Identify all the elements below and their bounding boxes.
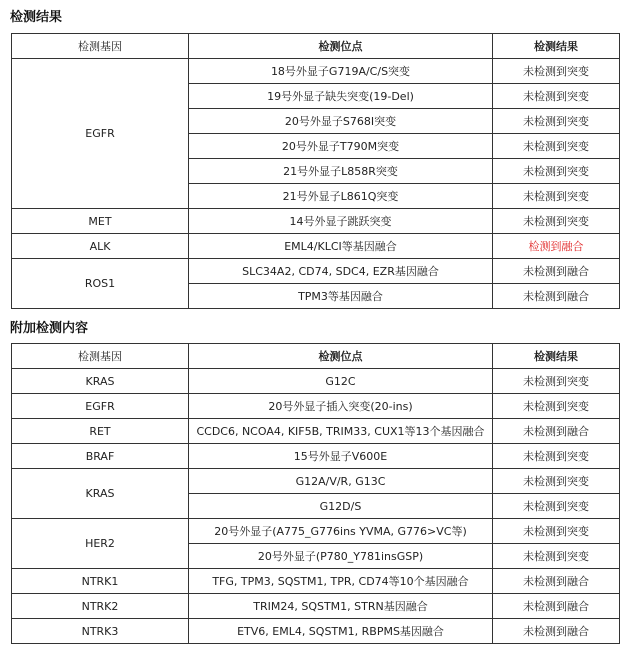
site-cell: 20号外显子T790M突变 (189, 134, 493, 159)
result-cell: 未检测到突变 (493, 544, 620, 569)
site-cell: 15号外显子V600E (189, 444, 493, 469)
result-cell: 未检测到融合 (493, 284, 620, 309)
result-cell: 未检测到突变 (493, 59, 620, 84)
gene-cell: ROS1 (12, 259, 189, 309)
gene-cell: NTRK2 (12, 594, 189, 619)
site-cell: ETV6, EML4, SQSTM1, RBPMS基因融合 (189, 619, 493, 644)
section2-title: 附加检测内容 (10, 321, 89, 336)
result-cell: 未检测到突变 (493, 444, 620, 469)
result-cell: 未检测到突变 (493, 184, 620, 209)
site-cell: TRIM24, SQSTM1, STRN基因融合 (189, 594, 493, 619)
result-cell: 未检测到突变 (493, 209, 620, 234)
table-row (12, 619, 620, 644)
gene-cell: KRAS (12, 369, 189, 394)
result-cell: 未检测到融合 (493, 419, 620, 444)
header-result: 检测结果 (493, 34, 620, 59)
site-cell: TFG, TPM3, SQSTM1, TPR, CD74等10个基因融合 (189, 569, 493, 594)
result-cell: 未检测到突变 (493, 519, 620, 544)
result-cell: 未检测到突变 (493, 494, 620, 519)
result-cell: 未检测到突变 (493, 394, 620, 419)
site-cell: TPM3等基因融合 (189, 284, 493, 309)
result-cell: 未检测到突变 (493, 369, 620, 394)
site-cell: EML4/KLCI等基因融合 (189, 234, 493, 259)
site-cell: G12D/S (189, 494, 493, 519)
result-cell: 未检测到融合 (493, 594, 620, 619)
result-cell-detected: 检测到融合 (493, 234, 620, 259)
site-cell: 21号外显子L861Q突变 (189, 184, 493, 209)
site-cell: 19号外显子缺失突变(19-Del) (189, 84, 493, 109)
result-cell: 未检测到突变 (493, 109, 620, 134)
gene-cell: HER2 (12, 519, 189, 569)
table-row (12, 419, 620, 444)
table-row (12, 469, 620, 494)
table-row (12, 444, 620, 469)
table-row (12, 259, 620, 284)
site-cell: 21号外显子L858R突变 (189, 159, 493, 184)
result-cell: 未检测到突变 (493, 84, 620, 109)
site-cell: CCDC6, NCOA4, KIF5B, TRIM33, CUX1等13个基因融合 (189, 419, 493, 444)
gene-cell: ALK (12, 234, 189, 259)
table-row (12, 519, 620, 544)
site-cell: 20号外显子S768I突变 (189, 109, 493, 134)
result-cell: 未检测到融合 (493, 569, 620, 594)
site-cell: 18号外显子G719A/C/S突变 (189, 59, 493, 84)
table-row (12, 234, 620, 259)
table-row (12, 369, 620, 394)
gene-cell: KRAS (12, 469, 189, 519)
header-gene: 检测基因 (12, 344, 189, 369)
table-row (12, 59, 620, 84)
header-site: 检测位点 (189, 34, 493, 59)
result-cell: 未检测到突变 (493, 159, 620, 184)
table-row (12, 209, 620, 234)
gene-cell: EGFR (12, 394, 189, 419)
gene-cell: RET (12, 419, 189, 444)
header-gene: 检测基因 (12, 34, 189, 59)
site-cell: 20号外显子插入突变(20-ins) (189, 394, 493, 419)
gene-cell: NTRK1 (12, 569, 189, 594)
header-site: 检测位点 (189, 344, 493, 369)
gene-cell: MET (12, 209, 189, 234)
additional-table (11, 343, 620, 644)
section1-title: 检测结果 (10, 10, 63, 25)
table-row (12, 594, 620, 619)
site-cell: G12C (189, 369, 493, 394)
site-cell: SLC34A2, CD74, SDC4, EZR基因融合 (189, 259, 493, 284)
site-cell: 14号外显子跳跃突变 (189, 209, 493, 234)
gene-cell: BRAF (12, 444, 189, 469)
table-header-row (12, 34, 620, 59)
result-cell: 未检测到融合 (493, 259, 620, 284)
result-cell: 未检测到突变 (493, 134, 620, 159)
site-cell: G12A/V/R, G13C (189, 469, 493, 494)
results-table (11, 33, 620, 309)
table-header-row (12, 344, 620, 369)
result-cell: 未检测到融合 (493, 619, 620, 644)
gene-cell: NTRK3 (12, 619, 189, 644)
table-row (12, 569, 620, 594)
site-cell: 20号外显子(A775_G776ins YVMA, G776>VC等) (189, 519, 493, 544)
table-row (12, 394, 620, 419)
site-cell: 20号外显子(P780_Y781insGSP) (189, 544, 493, 569)
result-cell: 未检测到突变 (493, 469, 620, 494)
gene-cell: EGFR (12, 59, 189, 209)
header-result: 检测结果 (493, 344, 620, 369)
